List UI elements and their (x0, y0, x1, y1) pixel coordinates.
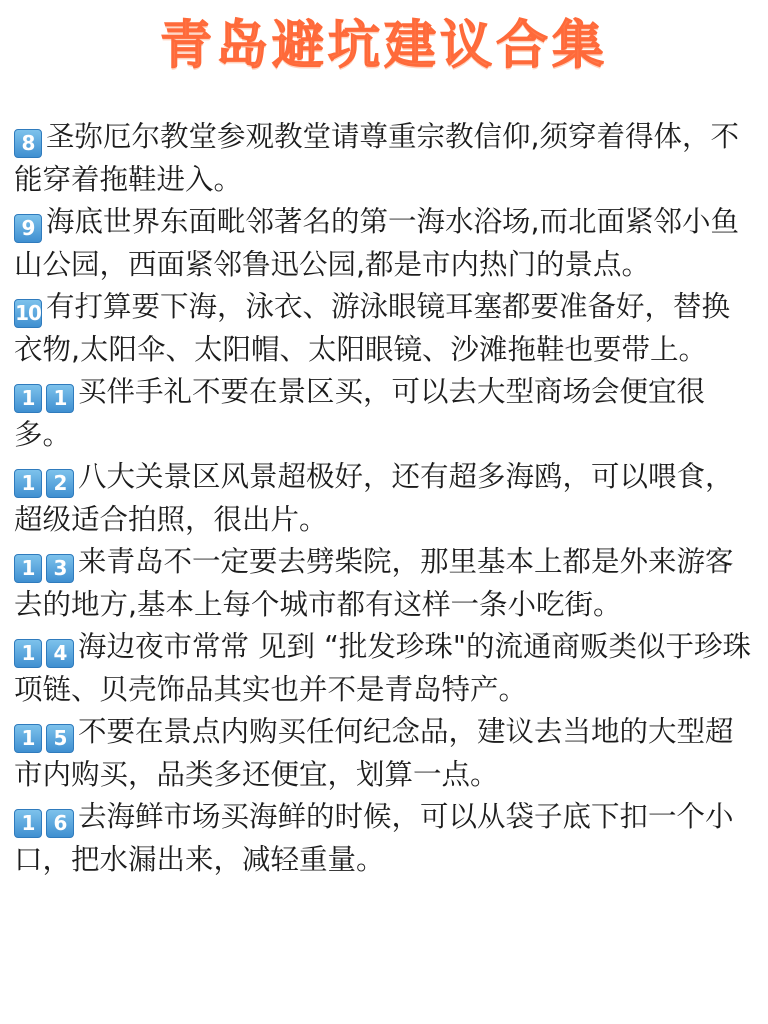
page-title: 青岛避坑建议合集 (159, 16, 608, 76)
tip-text: 去海鲜市场买海鲜的时候，可以从袋子底下扣一个小口，把水漏出来，减轻重量。 (14, 800, 734, 876)
number-badge-icon: 1 (14, 384, 42, 413)
number-badge-icon: 3 (46, 554, 74, 583)
number-badge-group (14, 384, 74, 413)
tip-text: 买伴手礼不要在景区买，可以去大型商场会便宜很多。 (14, 375, 706, 451)
number-badge-icon: 1 (14, 554, 42, 583)
number-badge-icon: 1 (14, 469, 42, 498)
tips-list (14, 116, 758, 881)
number-badge-group (14, 724, 74, 753)
number-badge-icon: 5 (46, 724, 74, 753)
number-badge-icon: 1 (46, 384, 74, 413)
tip-text: 来青岛不一定要去劈柴院，那里基本上都是外来游客去的地方,基本上每个城市都有这样一条小吃街。 (14, 545, 734, 621)
tip-item (14, 796, 758, 881)
number-badge-group (14, 639, 74, 668)
number-badge-group (14, 214, 42, 243)
number-badge-icon: 6 (46, 809, 74, 838)
tip-text: 海边夜市常常 见到 “批发珍珠"的流通商贩类似于珍珠项链、贝壳饰品其实也并不是青岛特产。 (14, 630, 751, 706)
number-badge-group (14, 299, 42, 328)
number-badge-group (14, 809, 74, 838)
tip-item (14, 711, 758, 796)
number-badge-icon: 4 (46, 639, 74, 668)
tip-item (14, 371, 758, 456)
tip-item (14, 541, 758, 626)
tip-item (14, 286, 758, 371)
tip-text: 圣弥厄尔教堂参观教堂请尊重宗教信仰,须穿着得体，不能穿着拖鞋进入。 (14, 120, 740, 196)
tip-item (14, 456, 758, 541)
tip-text: 八大关景区风景超极好，还有超多海鸥，可以喂食，超级适合拍照，很出片。 (14, 460, 734, 536)
tip-item (14, 116, 758, 201)
number-badge-icon: 10 (14, 299, 42, 328)
number-badge-icon: 9 (14, 214, 42, 243)
number-badge-icon: 1 (14, 639, 42, 668)
number-badge-icon: 8 (14, 129, 42, 158)
number-badge-icon: 2 (46, 469, 74, 498)
tip-text: 有打算要下海，泳衣、游泳眼镜耳塞都要准备好，替换衣物,太阳伞、太阳帽、太阳眼镜、沙滩拖鞋也要带上。 (14, 290, 731, 366)
number-badge-icon: 1 (14, 809, 42, 838)
number-badge-group (14, 129, 42, 158)
number-badge-group (14, 554, 74, 583)
number-badge-group (14, 469, 74, 498)
tip-item (14, 201, 758, 286)
tip-text: 不要在景点内购买任何纪念品，建议去当地的大型超市内购买，品类多还便宜，划算一点。 (14, 715, 734, 791)
tip-item (14, 626, 758, 711)
number-badge-icon: 1 (14, 724, 42, 753)
tip-text: 海底世界东面毗邻著名的第一海水浴场,而北面紧邻小鱼山公园，西面紧邻鲁迅公园,都是市内热门的景点。 (14, 205, 740, 281)
